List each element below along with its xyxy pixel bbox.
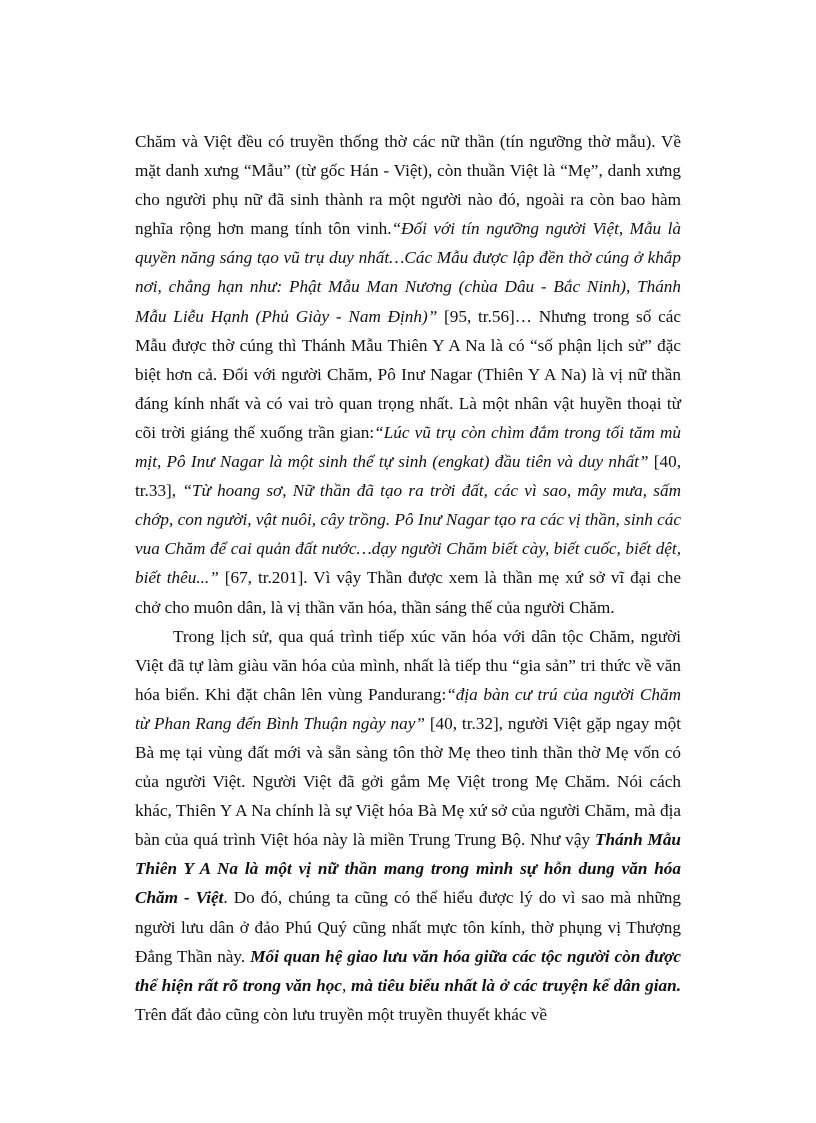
- text-span: Chăm và Việt đều có truyền thống thờ các nữ thần (tín ngưỡng thờ mẫu). Về mặt danh xưng “Mẫu” (từ gốc Hán - Việt), còn thuần Việt là “Mẹ”, danh xưng cho người phụ nữ đã sinh thành ra một người nào đó, ngoài ra còn bao hàm nghĩa rộng hơn mang tính tôn vinh.: [135, 132, 681, 239]
- citation-span: [40, tr.33],: [135, 452, 682, 501]
- text-span: Trên đất đảo cũng còn lưu truyền một truyền thuyết khác về: [135, 1004, 548, 1024]
- text-span: ,: [341, 975, 351, 995]
- text-span: [67, tr.201]. Vì vậy Thần được xem là thần mẹ xứ sở vĩ đại che chở cho muôn dân, là vị thần văn hóa, thần sáng thế của người Chăm.: [135, 568, 681, 617]
- paragraph-2: [135, 622, 681, 1029]
- emphasis-span: mà tiêu biểu nhất là ở các truyện kể dân gian.: [350, 975, 681, 995]
- emphasis-span: Mối quan hệ giao lưu văn hóa giữa các tộc người còn được thể hiện rất rõ trong văn học: [135, 946, 681, 995]
- quote-span: “Lúc vũ trụ còn chìm đắm trong tối tăm mù mịt, Pô Inư Nagar là một sinh thể tự sinh (engkat) đầu tiên và duy nhất”: [135, 422, 681, 472]
- quote-span: “Từ hoang sơ, Nữ thần đã tạo ra trời đất, các vì sao, mây mưa, sấm chớp, con người, vật nuôi, cây trồng. Pô Inư Nagar tạo ra các vị thần, sinh các vua Chăm để cai quản đất nước…dạy người Chăm biết cày, biết cuốc, biết dệt, biết thêu...”: [135, 481, 681, 588]
- paragraph-1: [135, 127, 681, 622]
- emphasis-span: Thánh Mẫu Thiên Y A Na là một vị nữ thần mang trong mình sự hỗn dung văn hóa Chăm - Việt: [135, 830, 681, 908]
- quote-span: “Đối với tín ngưỡng người Việt, Mẫu là quyền năng sáng tạo vũ trụ duy nhất…Các Mẫu được lập đền thờ cúng ở khắp nơi, chẳng hạn như: Phật Mẫu Man Nương (chùa Dâu - Bắc Ninh), Thánh Mẫu Liễu Hạnh (Phủ Giày - Nam Định)”: [135, 219, 681, 326]
- quote-span: “địa bàn cư trú của người Chăm từ Phan Rang đến Bình Thuận ngày nay”: [135, 684, 681, 733]
- text-span: [40, tr.32], người Việt gặp ngay một Bà mẹ tại vùng đất mới và sẵn sàng tôn thờ Mẹ theo tinh thần thờ Mẹ vốn có của người Việt. Người Việt đã gởi gắm Mẹ Việt trong Mẹ Chăm. Nói cách khác, Thiên Y A Na chính là sự Việt hóa Bà Mẹ xứ sở của người Chăm, mà địa bàn của quá trình Việt hóa này là miền Trung Trung Bộ. Như vậy: [135, 713, 681, 850]
- document-page: [135, 127, 681, 1029]
- text-span: Trong lịch sử, qua quá trình tiếp xúc văn hóa với dân tộc Chăm, người Việt đã tự làm giàu văn hóa của mình, nhất là tiếp thu “gia sản” tri thức về văn hóa biển. Khi đặt chân lên vùng Pandurang:: [135, 626, 681, 704]
- text-span: [95, tr.56]… Nhưng trong số các Mẫu được thờ cúng thì Thánh Mẫu Thiên Y A Na là có “số phận lịch sử” đặc biệt hơn cả. Đối với người Chăm, Pô Inư Nagar (Thiên Y A Na) là vị nữ thần đáng kính nhất và có vai trò quan trọng nhất. Là một nhân vật huyền thoại từ cõi trời giáng thế xuống trần gian:: [135, 306, 681, 442]
- text-span: . Do đó, chúng ta cũng có thể hiểu được lý do vì sao mà những người lưu dân ở đảo Phú Quý cũng nhất mực tôn kính, thờ phụng vị Thượng Đẳng Thần này.: [135, 888, 681, 966]
